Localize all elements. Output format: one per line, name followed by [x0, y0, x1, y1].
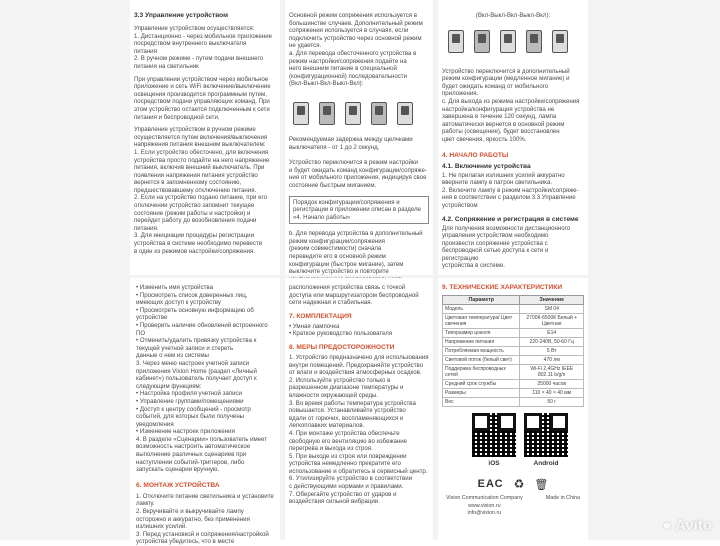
spec-param: Размеры — [443, 389, 520, 398]
text-line: выполнение различных сценариев при — [136, 451, 247, 459]
text-line: • Изменить имя устройства — [136, 284, 213, 291]
text-line: питания на светильник — [134, 62, 199, 70]
text-line: (режим совместимости) сначала — [289, 245, 382, 253]
text-line: ния в соответствии с разделом 3.3 Управление — [442, 194, 576, 202]
text-line: в один из режимов настройки/сопряжения. — [134, 247, 255, 255]
text-line: работы (освещение), будет восстановлен — [442, 128, 560, 136]
table-row — [443, 365, 584, 380]
specs-header-param: Параметр — [443, 296, 520, 305]
specs-table — [442, 295, 584, 407]
table-row — [443, 389, 584, 398]
qr-label-ios: iOS — [488, 460, 500, 467]
text-line: свободную его вентиляцию во избежание — [289, 437, 408, 445]
text-line: • Доступ к центру сообщений - просмотр — [136, 405, 251, 413]
table-row — [443, 314, 584, 329]
spec-param: Модель — [443, 305, 520, 314]
text-line: • Проверить наличие обновлений встроенного — [136, 321, 268, 329]
text-line: режим настройки/сопряжения подайте на — [289, 57, 407, 65]
text-line: 1. Отключите питание светильника и установите — [136, 492, 274, 500]
text-line: (Вкл-Выкл-Вкл-Выкл-Вкл): — [289, 80, 364, 88]
text-line: легкоплавких материалов. — [289, 422, 365, 430]
text-line: этом устройство остается подключенным к сети — [134, 105, 270, 113]
website: www.vixion.ru — [468, 502, 501, 509]
text-line: 4. При монтаже устройства обеспечьте — [289, 429, 400, 437]
text-line: не удается. — [289, 42, 322, 50]
text-line: предшествовавшему отключению питания. — [134, 186, 257, 194]
spec-value: 5 Вт — [520, 347, 584, 356]
text-line: переведите его в основной режим — [289, 253, 386, 261]
certification-marks — [442, 477, 584, 491]
text-line: 3. Перед установкой и сопряжения/настройкой — [136, 530, 269, 538]
panel-control — [130, 0, 280, 275]
start-title: 4. НАЧАЛО РАБОТЫ — [442, 151, 509, 159]
text-line: устройства просто подайте на него напряжение — [134, 156, 270, 164]
info-box-text: Порядок конфигурации/сопряжения и регистрации в приложении описан в разделе «4. Начало работы» — [293, 198, 421, 221]
wall-switch-icon — [345, 102, 361, 125]
text-line: • Изменение настроек приложения — [136, 428, 235, 436]
made-in: Made in China — [545, 495, 580, 501]
watermark — [662, 517, 712, 534]
text-line: повышается. Устанавливайте устройство — [289, 407, 406, 415]
table-row — [443, 329, 584, 338]
text-line: доступа или маршрутизатором беспроводной — [289, 291, 419, 299]
text-line: приложения Vixion Home (раздел «Личный — [136, 367, 257, 375]
text-line: завершена в течение 120 секунд, лампа — [442, 113, 557, 121]
text-line: сопряжения используется в случаях, если — [289, 27, 409, 35]
qr-code-android — [524, 413, 568, 457]
text-line: а. Для перевода обесточенного устройства в — [289, 49, 417, 57]
text-line: конфигурации (быстрое мигание), затем — [289, 260, 404, 268]
text-line: устройством — [442, 201, 478, 209]
text-line: режим конфигурации (медленное мигание) и — [442, 75, 570, 83]
qr-label-android: Android — [533, 460, 559, 467]
text-line: сети надежная и стабильная. — [289, 299, 373, 307]
spec-value: 220-240В, 50-60 Гц — [520, 338, 584, 347]
panel-specs — [438, 278, 588, 540]
table-row — [443, 356, 584, 365]
text-line: отключении устройство запомнит текущее — [134, 202, 255, 210]
spec-param: Цветовая температура/ Цвет свечения — [443, 314, 520, 329]
power-on-title: 4.1. Включение устройства — [442, 162, 531, 170]
switch-sequence-2 — [448, 30, 584, 58]
spec-param: Световой поток (белый свет) — [443, 356, 520, 365]
text-line: устройства убедитесь, что в месте — [136, 538, 235, 546]
text-line: питания. — [134, 224, 159, 232]
sequence-label: (Вкл-Выкл-Вкл-Выкл-Вкл): — [475, 12, 551, 19]
text-line: уведомления — [136, 420, 174, 428]
text-line: режим конфигурации/сопряжения — [289, 237, 385, 245]
text-line: наступлении событий-триггеров, либо — [136, 458, 245, 466]
text-line: устройстве — [136, 314, 168, 322]
wall-switch-icon — [371, 102, 387, 125]
wall-switch-icon — [552, 30, 568, 53]
text-line: 1. Не прилагая излишних усилий аккуратно — [442, 171, 565, 179]
text-line: состояние быстрым миганием. — [289, 181, 377, 189]
text-line: влажности окружающей среды. — [289, 391, 379, 399]
text-line: устройства немедленно прекратите его — [289, 460, 401, 468]
info-box — [289, 196, 429, 225]
text-line: запускать сценарии вручную. — [136, 466, 220, 474]
text-line: событий, для которых были получены — [136, 413, 245, 421]
text-line: устройства в системе необходимо перевести — [134, 240, 263, 248]
text-line: 1. Дистанционно - через мобильное приложение — [134, 32, 273, 40]
panel-app — [130, 278, 280, 546]
wall-switch-icon — [319, 102, 335, 125]
specs-title: 9. ТЕХНИЧЕСКИЕ ХАРАКТЕРИСТИКИ — [442, 284, 563, 291]
text-line: ния от мобильного приложения, индицируя свое — [289, 174, 427, 182]
text-line: него внешним питание в специальной — [289, 65, 397, 73]
text-line: перегрева и выхода из строя. — [289, 445, 373, 453]
text-line: беспроводной сетью доступа к сети и регистрацию — [442, 247, 549, 262]
text-line: 2. Если на устройство подано питание, при его — [134, 194, 267, 202]
text-line: будет ожидать команд от мобильного — [442, 82, 549, 90]
safety-title: 8. МЕРЫ ПРЕДОСТОРОЖНОСТИ — [289, 343, 395, 351]
switch-sequence — [293, 102, 429, 130]
email: info@vixion.ru — [467, 510, 502, 517]
text-line: цвет свечения, яркость 100%. — [442, 135, 527, 143]
text-line: посредством внутреннего выключателя — [134, 40, 247, 48]
spec-param: Типоразмер цоколя — [443, 329, 520, 338]
text-line: 5. При выходе из строя или повреждении — [289, 452, 407, 460]
text-line: 1. Устройство предназначено для использования — [289, 353, 429, 361]
table-row — [443, 347, 584, 356]
spec-param: Напряжение питания — [443, 338, 520, 347]
text-line: 6. Утилизируйте устройство в соответствии — [289, 475, 413, 483]
text-line: 7. Оберегайте устройство от ударов и — [289, 490, 397, 498]
wall-switch-icon — [293, 102, 309, 125]
recycle-icon: ♻ — [513, 477, 525, 491]
text-line: Устройство переключится в дополнительный — [442, 67, 570, 75]
panel-start — [438, 0, 588, 275]
text-line: 3. Для инициации процедуры регистрации — [134, 232, 254, 240]
spec-param: Вес — [443, 398, 520, 407]
text-line: возможность настроить автоматическое — [136, 443, 251, 451]
text-line: приложения. — [442, 90, 479, 98]
company-name: Vixion Communication Company — [446, 495, 523, 501]
spec-value: SM 04 — [520, 305, 584, 314]
text-line: появлении напряжения питания устройство — [134, 171, 258, 179]
text-line: Управление устройством в ручном режиме — [134, 126, 256, 134]
kit-title: 7. КОМПЛЕКТАЦИЯ — [289, 312, 352, 320]
text-line: воздействия сильной вибрации. — [289, 498, 380, 506]
text-line: устройства в системе. — [442, 262, 505, 270]
text-line: вернется в запомненному состоянию, — [134, 179, 242, 187]
qr-code-ios — [472, 413, 516, 457]
text-line: Основной режим сопряжения используется в — [289, 12, 417, 19]
text-line: лампу. — [136, 500, 155, 508]
text-line: управления устройством необходимо — [442, 232, 549, 240]
text-line: использование и обратитесь в сервисный центр. — [289, 467, 428, 475]
text-line: перейдет работу до возобновления подачи — [134, 217, 257, 225]
wall-switch-icon — [397, 102, 413, 125]
text-line: • Просмотреть основную информацию об — [136, 306, 254, 314]
text-line: настройка/конфигурация устройства не — [442, 105, 555, 113]
text-line: 3. Через меню настроек учетной записи — [136, 359, 250, 367]
spec-value: 470 лм — [520, 356, 584, 365]
text-line: • Просмотреть список доверенных лиц, — [136, 291, 248, 299]
text-line: осторожно и аккуратно, без применения — [136, 515, 250, 523]
text-line: выключите устройство и повторите — [289, 268, 389, 276]
panel-safety — [285, 278, 433, 540]
spec-value: 2700К-6500К Белый + Цветная — [520, 314, 584, 329]
text-line: приложение и сеть WiFi включение/выключение — [134, 83, 271, 91]
text-line: • Краткое руководство пользователя — [289, 330, 393, 338]
text-line: внутри помещений. Предохраняйте устройство — [289, 361, 424, 369]
watermark-text: Avito — [675, 517, 712, 534]
section-title: 3.3 Управление устройством — [134, 12, 228, 19]
text-line: освещения производится программным путем, — [134, 90, 267, 98]
wall-switch-icon — [500, 30, 516, 53]
text-line: состояние (режим работы и настройки) и — [134, 209, 251, 217]
spec-value: 110 × 40 × 40 мм — [520, 389, 584, 398]
delay-note: Рекомендуемая задержка между щелчками выключателя - от 1 до 2 секунд. — [289, 135, 413, 151]
text-line: вдали от горючих, воспламеняющихся и — [289, 414, 404, 422]
text-line: питания и беспроводной сети. — [134, 113, 220, 121]
table-row — [443, 380, 584, 389]
text-line: b. Для перевода устройства в дополнительный — [289, 230, 423, 238]
spec-value: 25000 часов — [520, 380, 584, 389]
text-line: с действующими нормами и правилами. — [289, 483, 404, 491]
spec-value: 50 г — [520, 398, 584, 407]
text-line: (конфигурационной) последовательности — [289, 72, 407, 80]
wall-switch-icon — [448, 30, 464, 53]
text-line: 2. Включите лампу в режим настройки/сопряже- — [442, 186, 579, 194]
wall-switch-icon — [474, 30, 490, 53]
text-line: и будет ожидать команд конфигурации/сопряже- — [289, 166, 427, 174]
text-line: напряжения питания внешним выключателем: — [134, 141, 266, 149]
text-line: 2. Используйте устройство только в — [289, 376, 391, 384]
text-line: 1. Если устройство обесточено, для включения — [134, 148, 269, 156]
text-line: Для получения возможности дистанционного — [442, 224, 571, 232]
text-line: ПО — [136, 329, 146, 337]
spec-param: Поддержка беспроводных сетей — [443, 365, 520, 380]
text-line: 2. Вкручивайте и выкручивайте лампу — [136, 508, 244, 516]
text-line: Устройство переключится в режим настройки — [289, 159, 418, 167]
text-line: данные о нем из системы — [136, 352, 209, 360]
text-line: подключить устройство через основной режим — [289, 34, 422, 42]
text-line: посредством подачи управляющих команд. При — [134, 98, 270, 106]
text-line: большинстве случаев. Дополнительный режим — [289, 19, 423, 27]
text-line: 3. Во время работы температура устройства — [289, 399, 416, 407]
watermark-dots-icon: ● — [662, 517, 672, 534]
text-line: • Управление группами/помещениями — [136, 397, 244, 405]
text-line: питания, включив внешний выключатель. При — [134, 164, 265, 172]
text-line: автоматически вернется в основной режим — [442, 120, 565, 128]
spec-param: Потребляемая мощность — [443, 347, 520, 356]
pairing-title: 4.2. Сопряжение и регистрация в системе — [442, 215, 579, 223]
text-line: осуществляется путем включения/выключения — [134, 133, 268, 141]
text-line: кабинет») пользователь получает доступ к — [136, 375, 257, 383]
spec-value: E14 — [520, 329, 584, 338]
text-line: от влаги и воздействия атмосферных осадков. — [289, 369, 422, 377]
spec-value: Wi-Fi 2,4GHz IEEE 802.11 b/g/n — [520, 365, 584, 380]
text-line: При управлении устройством через мобильное — [134, 75, 269, 83]
text-line: • Настройка профиля учетной записи — [136, 390, 242, 398]
table-row — [443, 338, 584, 347]
spec-param: Средний срок службы — [443, 380, 520, 389]
text-line: питания — [134, 47, 157, 55]
text-line: следующим функциям: — [136, 382, 202, 390]
text-line: • Отменить/удалить привязку устройства к — [136, 337, 257, 345]
specs-header-value: Значение — [520, 296, 584, 305]
text-line: излишних усилий. — [136, 523, 187, 531]
text-line: Управление устройством осуществляется: — [134, 25, 255, 32]
panel-pairing — [285, 0, 433, 275]
text-line: 2. В ручном режиме - путем подачи внешнего — [134, 55, 263, 63]
text-line: разрешенном диапазоне температуры и — [289, 384, 404, 392]
text-line: • Умная лампочка — [289, 322, 340, 330]
text-line: текущей учетной записи и стереть — [136, 344, 234, 352]
text-line: вверните лампу в патрон светильника. — [442, 179, 553, 187]
text-line: 4. В разделе «Сценарии» пользователь имеет — [136, 435, 268, 443]
eac-mark: ЕАС — [477, 478, 504, 490]
text-line: имеющих доступ к устройству — [136, 299, 221, 307]
text-line: с. Для выхода из режима настройки/сопряжения — [442, 97, 580, 105]
disposal-bin-icon: 🗑 — [534, 478, 549, 491]
wall-switch-icon — [526, 30, 542, 53]
text-line: расположения устройства связь с точкой — [289, 284, 406, 291]
text-line: произвести сопряжение устройства с — [442, 239, 548, 247]
table-row — [443, 305, 584, 314]
mount-title: 6. МОНТАЖ УСТРОЙСТВА — [136, 481, 220, 489]
table-row — [443, 398, 584, 407]
